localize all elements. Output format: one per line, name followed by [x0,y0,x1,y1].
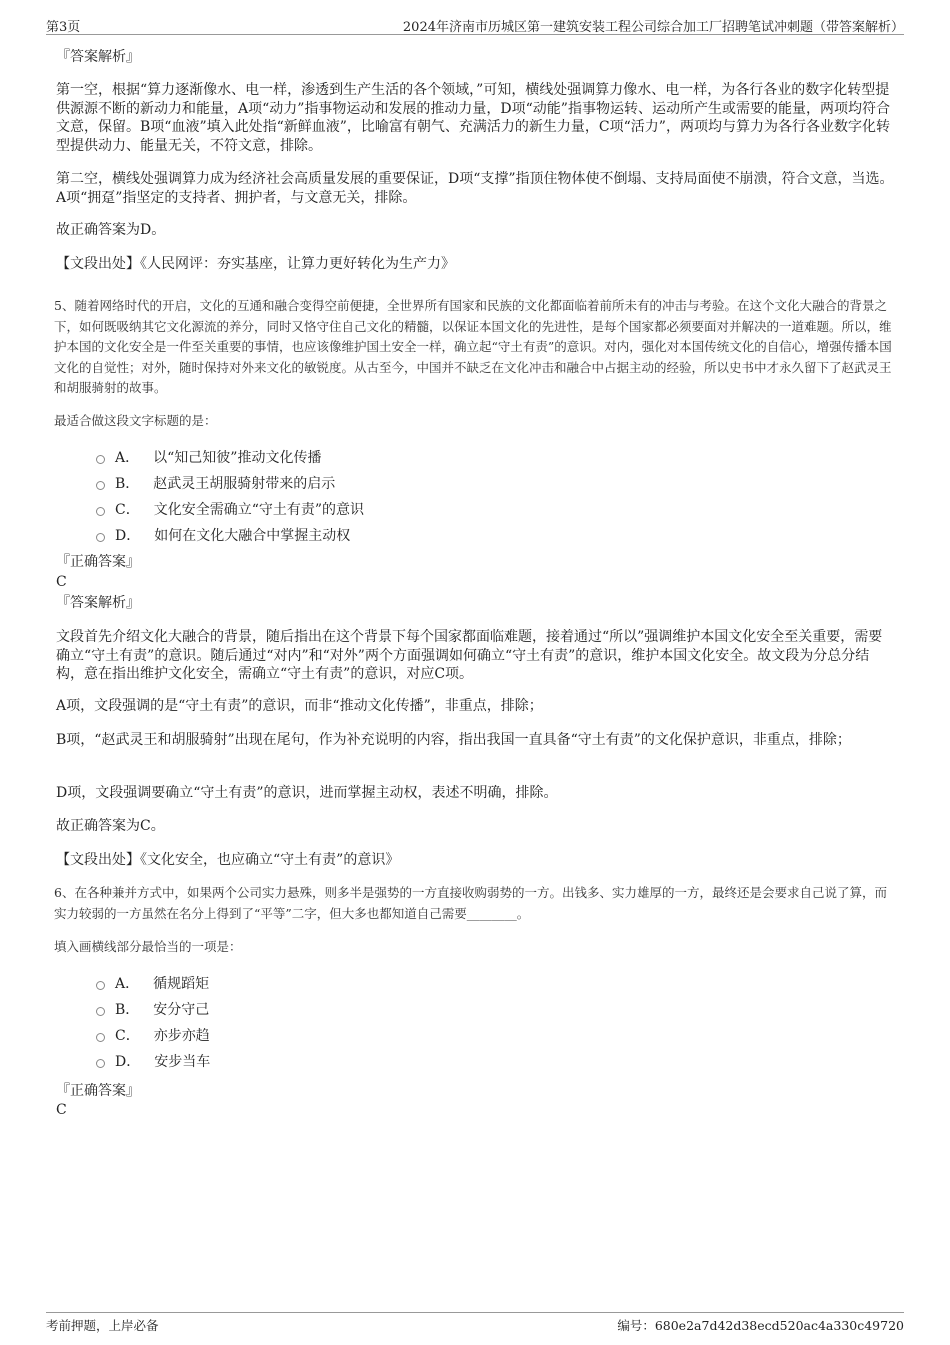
radio-icon[interactable] [96,1033,105,1042]
q5-answer-label: 『正确答案』 [56,554,140,570]
q5-analysis-label: 『答案解析』 [56,595,140,611]
q5-option-b[interactable]: B． 赵武灵王胡服骑射带来的启示 [96,473,335,493]
q4-source: 【文段出处】《人民网评：夯实基座，让算力更好转化为生产力》 [56,256,455,272]
radio-icon[interactable] [96,507,105,516]
page-footer [46,1312,904,1333]
q5-stem: 5、随着网络时代的开启，文化的互通和融合变得空前便捷，全世界所有国家和民族的文化都面临着前所未有的冲击与考验。在这个文化大融合的背景之下，如何既吸纳其它文化源流的养分，同时又恪守住自己文化的精髓，以保证本国文化的先进性，是每个国家都必须要面对并解决的一道难题。所以，维护本国的文化安全是一件至关重要的事情，也应该像维护国土安全一样，确立起“守土有责”的意识。对内，强化对本国传统文化的自信心，增强传播本国文化的自觉性；对外，随时保持对外来文化的敏锐度。从古至今，中国并不缺乏在文化冲击和融合中占据主动的经验，所以史书中才永久留下了赵武灵王和胡服骑射的故事。 [54,298,892,395]
q5-option-a[interactable]: A． 以“知己知彼”推动文化传播 [96,447,321,467]
radio-icon[interactable] [96,981,105,990]
q6-option-b[interactable]: B． 安分守己 [96,999,209,1019]
radio-icon[interactable] [96,533,105,542]
q5-analysis-a1: 文段首先介绍文化大融合的背景，随后指出在这个背景下每个国家都面临难题，接着通过“所以”强调维护本国文化安全至关重要，需要确立“守土有责”的意识。随后通过“对内”和“对外”两个方面强调如何确立“守土有责”的意识，维护本国文化安全。故文段为分总分结构，意在指出维护文化安全，需确立“守土有责”的意识，对应C项。 [56,629,883,682]
q6-answer: C [56,1102,67,1118]
document-title: 2024年济南市历城区第一建筑安装工程公司综合加工厂招聘笔试冲刺题（带答案解析） [402,20,904,35]
q4-analysis-p3: 故正确答案为D。 [56,222,166,238]
q6-ask: 填入画横线部分最恰当的一项是： [54,939,242,954]
page-number: 第3页 [46,20,81,35]
q6-option-d[interactable]: D． 安步当车 [96,1051,210,1071]
radio-icon[interactable] [96,1059,105,1068]
q5-analysis-a2: A项，文段强调的是“守土有责”的意识，而非“推动文化传播”，非重点，排除； [56,698,543,714]
q5-source: 【文段出处】《文化安全，也应确立“守土有责”的意识》 [56,852,400,868]
q6-answer-label: 『正确答案』 [56,1083,140,1099]
q6-stem: 6、在各种兼并方式中，如果两个公司实力悬殊，则多半是强势的一方直接收购弱势的一方。出钱多、实力雄厚的一方，最终还是会要求自己说了算，而实力较弱的一方虽然在名分上得到了“平等”二字，但大多也都知道自己需要________。 [54,885,887,921]
q4-analysis-label: 『答案解析』 [56,49,140,65]
q6-option-c[interactable]: C． 亦步亦趋 [96,1025,210,1045]
q5-analysis-a4: D项，文段强调要确立“守土有责”的意识，进而掌握主动权，表述不明确，排除。 [56,785,558,801]
q5-option-d[interactable]: D． 如何在文化大融合中掌握主动权 [96,525,350,545]
q4-analysis-p1: 第一空，根据“算力逐渐像水、电一样，渗透到生产生活的各个领域，”可知，横线处强调算力像水、电一样，为各行各业的数字化转型提供源源不断的新动力和能量，A项“动力”指事物运动和发展的推动力量，D项“动能”指事物运转、运动所产生或需要的能量，两项均符合文意，保留。B项“血液”填入此处指“新鲜血液”，比喻富有朝气、充满活力的新生力量，C项“活力”，两项均与算力为各行各业数字化转型提供动力、能量无关，不符文意，排除。 [56,82,890,154]
q6-option-a[interactable]: A． 循规蹈矩 [96,973,209,993]
q5-analysis-a3: B项，“赵武灵王和胡服骑射”出现在尾句，作为补充说明的内容，指出我国一直具备“守土有责”的文化保护意识，非重点，排除； [56,732,851,748]
radio-icon[interactable] [96,1007,105,1016]
q5-ask: 最适合做这段文字标题的是： [54,413,217,428]
q5-analysis-a5: 故正确答案为C。 [56,818,165,834]
q5-answer: C [56,574,67,590]
footer-slogan: 考前押题，上岸必备 [46,1318,159,1333]
document-id: 编号：680e2a7d42d38ecd520ac4a330c49720 [617,1318,904,1333]
q4-analysis-p2: 第二空，横线处强调算力成为经济社会高质量发展的重要保证，D项“支撑”指顶住物体使不倒塌、支持局面使不崩溃，符合文意，当选。A项“拥趸”指坚定的支持者、拥护者，与文意无关，排除。 [56,171,894,206]
radio-icon[interactable] [96,481,105,490]
page-header [46,14,904,35]
q5-option-c[interactable]: C． 文化安全需确立“守土有责”的意识 [96,499,364,519]
radio-icon[interactable] [96,455,105,464]
